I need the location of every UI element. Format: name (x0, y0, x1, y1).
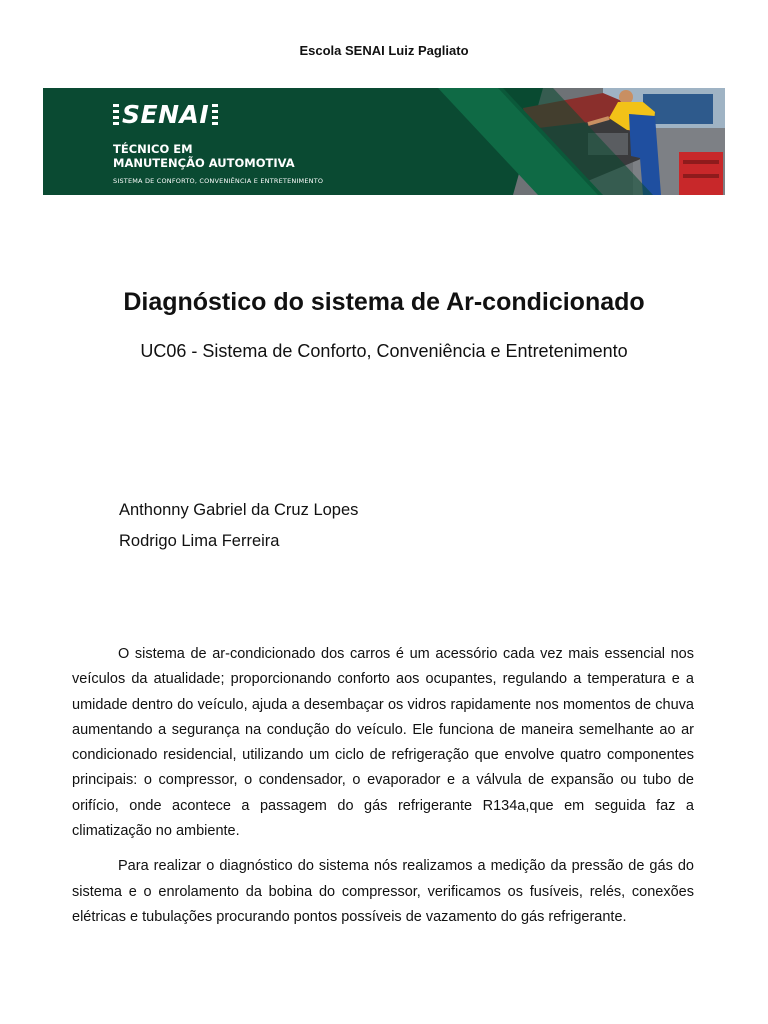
senai-logo (113, 102, 218, 127)
author-name: Anthonny Gabriel da Cruz Lopes (119, 501, 359, 519)
course-line-1: TÉCNICO EM (113, 142, 193, 156)
logo-bars-right (212, 104, 218, 125)
logo-text: SENAI (122, 100, 210, 129)
paragraph: O sistema de ar-condicionado dos carros é um acessório cada vez mais essencial nos veículos da atualidade; proporcionando conforto aos ocupantes, regulando a temperatura e a umidade dentro do veículo, ajuda a desembaçar os vidros rapidamente nos momentos de chuva aumentando a segurança na condução do veículo. Ele funciona de maneira semelhante ao ar condicionado residencial, utilizando um ciclo de refrigeração que envolve quatro componentes principais: o compressor, o condensador, o evaporador e a válvula de expansão ou tubo de orifício, onde acontece a passagem do gás refrigerante R134a,que em seguida faz a climatização no ambiente. (72, 646, 694, 840)
document-title: Diagnóstico do sistema de Ar-condicionado (123, 288, 645, 316)
author-name: Rodrigo Lima Ferreira (119, 532, 280, 550)
document-subtitle: UC06 - Sistema de Conforto, Conveniência e Entretenimento (140, 341, 628, 361)
course-name (113, 142, 295, 170)
course-line-2: MANUTENÇÃO AUTOMOTIVA (113, 156, 295, 170)
banner-subtitle: SISTEMA DE CONFORTO, CONVENIÊNCIA E ENTRETENIMENTO (113, 177, 324, 185)
document-body (72, 642, 694, 940)
logo-bars-left (113, 104, 119, 125)
course-banner (43, 88, 725, 195)
author-list (119, 495, 358, 557)
paragraph: Para realizar o diagnóstico do sistema nós realizamos a medição da pressão de gás do sistema e o enrolamento da bobina do compressor, verificamos os fusíveis, relés, conexões elétricas e tubulações procurando pontos possíveis de vazamento do gás refrigerante. (72, 858, 694, 925)
school-name: Escola SENAI Luiz Pagliato (299, 43, 469, 58)
